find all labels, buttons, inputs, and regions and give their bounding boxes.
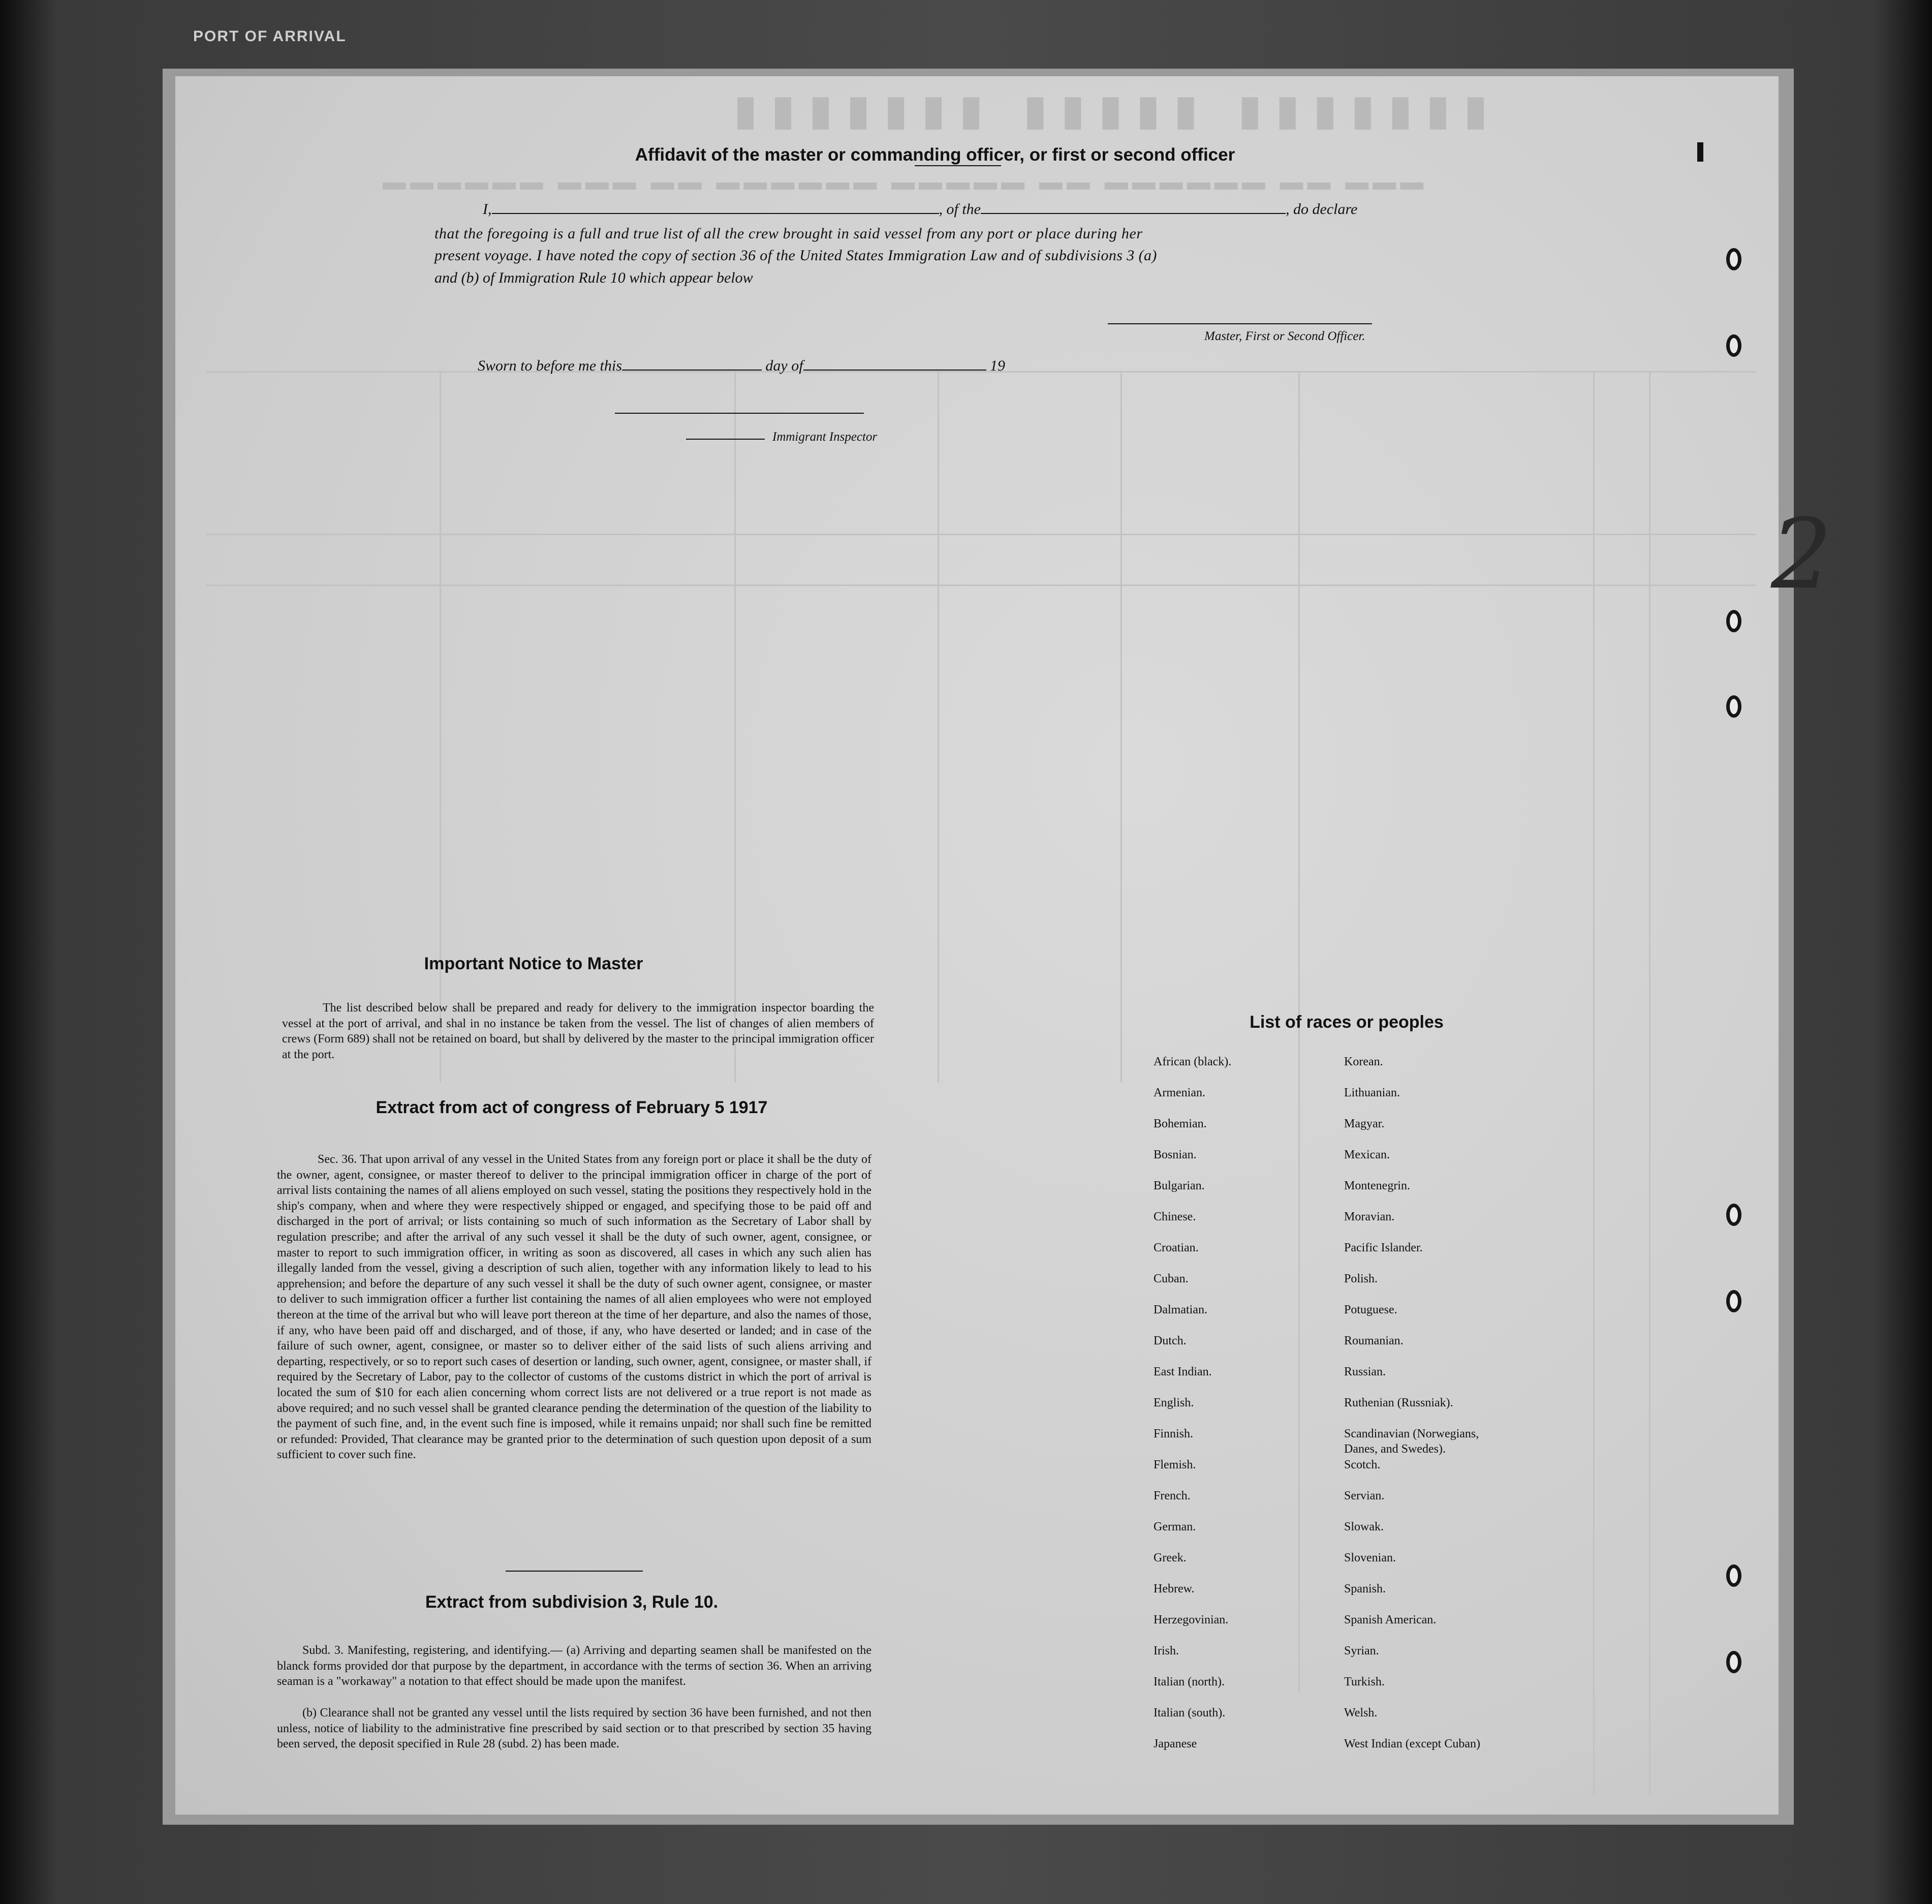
race-entry: English.	[1154, 1396, 1194, 1409]
race-entry: Lithuanian.	[1344, 1086, 1400, 1099]
sworn-year: 19	[990, 357, 1006, 374]
bleed-through-rule	[206, 585, 1756, 586]
punch-hole	[1726, 1204, 1741, 1226]
race-entry: Magyar.	[1344, 1117, 1385, 1130]
race-entry: Ruthenian (Russniak).	[1344, 1396, 1453, 1409]
inspector-label: Immigrant Inspector	[772, 430, 878, 444]
race-entry: Polish.	[1344, 1272, 1378, 1285]
line1-mid: , of the	[939, 201, 981, 218]
punch-hole	[1726, 1564, 1741, 1587]
races-title: List of races or peoples	[1250, 1012, 1444, 1032]
master-signature-label: Master, First or Second Officer.	[1204, 329, 1365, 343]
punch-hole	[1726, 248, 1741, 270]
race-entry: German.	[1154, 1520, 1196, 1533]
bleed-through-column	[440, 371, 441, 1083]
bleed-through-column	[938, 371, 939, 1083]
bleed-through-column	[1120, 371, 1122, 1083]
race-entry: Finnish.	[1154, 1427, 1194, 1440]
sworn-start: Sworn to before me this	[478, 357, 622, 374]
race-entry: Potuguese.	[1344, 1303, 1397, 1316]
extract-act-title: Extract from act of congress of February 5 1917	[376, 1098, 768, 1117]
line1-start: I,	[483, 201, 492, 218]
affidavit-line-1	[483, 201, 1357, 218]
race-entry: Moravian.	[1344, 1210, 1395, 1223]
race-entry: Spanish.	[1344, 1582, 1386, 1595]
affidavit-line-3: present voyage. I have noted the copy of section 36 of the United States Immigration Law and of subdivisions 3 (a)	[434, 247, 1157, 264]
bleed-through-title: ▮▮▮▮▮▮▮ ▮▮▮▮▮ ▮▮▮▮▮▮▮	[734, 87, 1502, 133]
sworn-day-field[interactable]	[622, 370, 762, 371]
race-entry: Armenian.	[1154, 1086, 1205, 1099]
races-column-right	[1344, 1054, 1557, 1767]
line1-end: , do declare	[1286, 201, 1358, 218]
race-entry: Syrian.	[1344, 1644, 1379, 1657]
race-entry: Bulgarian.	[1154, 1179, 1205, 1192]
race-entry: Mexican.	[1344, 1148, 1390, 1161]
race-entry: Montenegrin.	[1344, 1179, 1410, 1192]
race-entry: Chinese.	[1154, 1210, 1196, 1223]
affidavit-line-2: that the foregoing is a full and true list of all the crew brought in said vessel from any port or place during her	[434, 225, 1143, 242]
punch-hole	[1726, 334, 1741, 357]
race-entry: Russian.	[1344, 1365, 1386, 1378]
race-entry: Bosnian.	[1154, 1148, 1197, 1161]
race-entry: Greek.	[1154, 1551, 1187, 1564]
race-entry: Cuban.	[1154, 1272, 1189, 1285]
punch-hole	[1726, 1290, 1741, 1312]
extract-act-text: Sec. 36. That upon arrival of any vessel in the United States from any foreign port or place it shall be the duty of the owner, agent, consignee, or master thereof to deliver to the principal immigration officer in charge of the port of arrival lists containing the names of all aliens employed on such vessel, stating the positions they respectively hold in the ship's company, when and where they were respectively shipped or engaged, and specifying those to be paid off and discharged in the port of arrival; or lists containing so much of such information as the Secretary of Labor shall by regulation prescribe; and after the arrival of any such vessel it shall be the duty of such owner, agent, consignee, or master to report to such immigration officer, in writing as soon as discovered, all cases in which any such alien has illegally landed from the vessel, giving a description of such alien, together with any information likely to lead to his apprehension; and before the departure of any such vessel it shall be the duty of such owner agent, consignee, or master to deliver to such immigration officer a further list containing the names of all alien employees who were not employed thereon at the time of the arrival but who will leave port thereon at the time of her departure, and also the names of those, if any, who have been paid off and discharged, and of those, if any, who have deserted or landed; and in case of the failure of such owner, agent, consignee, or master so to deliver either of the said lists of such aliens arriving and departing, respectively, or so to report such cases of desertion or landing, such owner, agent, consignee, or master shall, if required by the Secretary of Labor, pay to the collector of customs of the customs district in which the port of arrival is located the sum of $10 for each alien concerning whom correct lists are not delivered or a true report is not made as above required; and no such vessel shall be granted clearance pending the determination of the question of the liability to the payment of such fine, and, in the event such fine is imposed, while it remains unpaid; nor shall such fine be remitted or refunded: Provided, That clearance may be granted prior to the determination of such question upon deposit of a sum sufficient to cover such fine.	[277, 1153, 871, 1462]
affidavit-title: Affidavit of the master or commanding officer, or first or second officer	[635, 145, 1235, 165]
race-entry: Croatian.	[1154, 1241, 1199, 1254]
race-entry: Herzegovinian.	[1154, 1613, 1229, 1626]
sworn-line	[478, 357, 1005, 375]
race-entry: Irish.	[1154, 1644, 1179, 1657]
vessel-name-field[interactable]	[981, 213, 1286, 214]
bleed-through-column	[1593, 371, 1595, 1794]
bleed-through-column	[734, 371, 736, 1083]
race-entry: Spanish American.	[1344, 1613, 1437, 1626]
race-entry: Dutch.	[1154, 1334, 1187, 1347]
affidavit-line-4: and (b) of Immigration Rule 10 which appear below	[434, 269, 753, 286]
race-entry: Scandinavian (Norwegians, Danes, and Swedes).	[1344, 1427, 1479, 1456]
master-signature-line	[1108, 323, 1372, 324]
notice-text: The list described below shall be prepared and ready for delivery to the immigration inspector boarding the vessel at the port of arrival, and shal in no instance be taken from the vessel. The list of changes of alien members of crews (Form 689) shall not be retained on board, but shall by delivered by the master to the principal immigration officer at the port.	[282, 1001, 874, 1061]
sworn-mid: day of	[765, 357, 803, 374]
race-entry: Italian (south).	[1154, 1706, 1226, 1719]
bleed-through-rule	[206, 534, 1756, 535]
extract-rule-para-a: Subd. 3. Manifesting, registering, and identifying.— (a) Arriving and departing seamen shall be manifested on the blanck forms provided dor that purpose by the department, in accordance with the terms of section 36. When an arriving seaman is a "workaway" a notation to that effect should be made upon the manifest.	[277, 1644, 871, 1688]
race-entry: Japanese	[1154, 1737, 1197, 1751]
race-entry: Servian.	[1344, 1489, 1385, 1502]
race-entry: Welsh.	[1344, 1706, 1378, 1719]
sworn-month-field[interactable]	[803, 370, 986, 371]
race-entry: Roumanian.	[1344, 1334, 1404, 1347]
punch-hole	[1726, 1651, 1741, 1673]
race-entry: Pacific Islander.	[1344, 1241, 1423, 1254]
bleed-through-column	[1649, 371, 1650, 1794]
extract-rule-title: Extract from subdivision 3, Rule 10.	[425, 1592, 719, 1612]
title-rule	[915, 165, 1001, 166]
extract-rule-para-b: (b) Clearance shall not be granted any vessel until the lists required by section 36 have been furnished, and not then unless, notice of liability to the administrative fine prescribed by said section or to that prescribed by section 35 having been served, the deposit specified in Rule 28 (subd. 2) has been made.	[277, 1706, 871, 1751]
divider-rule	[506, 1571, 643, 1572]
race-entry: Bohemian.	[1154, 1117, 1207, 1130]
margin-number: 2	[1771, 498, 1832, 610]
race-entry: French.	[1154, 1489, 1191, 1502]
race-entry: Slowak.	[1344, 1520, 1384, 1533]
race-entry: Hebrew.	[1154, 1582, 1195, 1595]
race-entry: Dalmatian.	[1154, 1303, 1207, 1316]
inspector-signature-line-2	[686, 439, 765, 440]
notice-title: Important Notice to Master	[424, 954, 643, 973]
inspector-signature-line	[615, 413, 864, 414]
race-entry: Scotch.	[1344, 1458, 1381, 1471]
races-column-left	[1154, 1054, 1357, 1767]
race-entry: Korean.	[1344, 1055, 1383, 1068]
punch-hole	[1726, 695, 1741, 718]
race-entry: African (black).	[1154, 1055, 1232, 1068]
page-mark	[1697, 142, 1703, 162]
punch-hole	[1726, 610, 1741, 632]
header-stamp: PORT OF ARRIVAL	[193, 28, 347, 45]
race-entry: West Indian (except Cuban)	[1344, 1737, 1480, 1751]
race-entry: Flemish.	[1154, 1458, 1196, 1471]
race-entry: Turkish.	[1344, 1675, 1385, 1688]
race-entry: Slovenian.	[1344, 1551, 1396, 1564]
master-name-field[interactable]	[492, 213, 939, 214]
race-entry: East Indian.	[1154, 1365, 1212, 1378]
bleed-through-subtitle: ▬▬▬ ▬▬ ▬▬▬▬▬▬ ▬▬ ▬▬▬▬▬ ▬▬▬▬▬▬ ▬▬ ▬▬▬ ▬▬▬▬▬▬	[379, 168, 1424, 195]
race-entry: Italian (north).	[1154, 1675, 1225, 1688]
